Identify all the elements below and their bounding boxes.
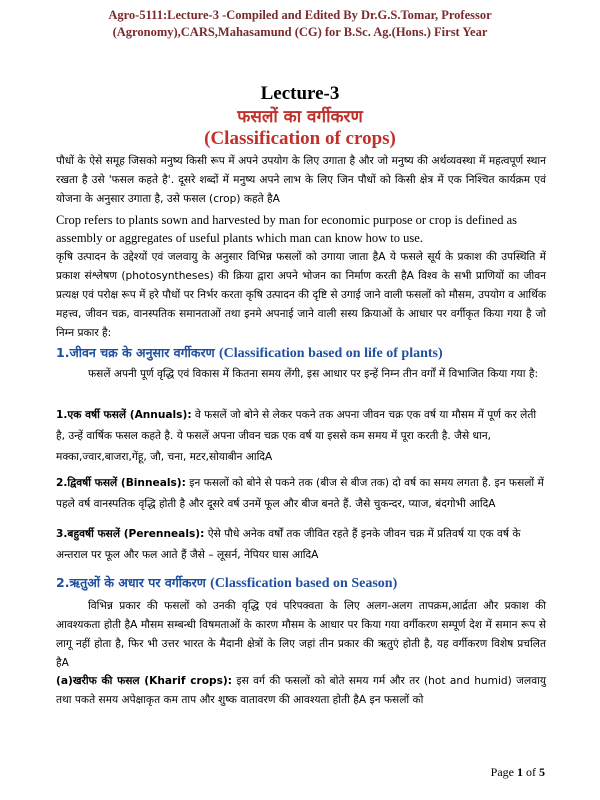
- annuals-label: 1.एक वर्षी फसलें (Annuals):: [56, 409, 192, 421]
- header-line-2: (Agronomy),CARS,Mahasamund (CG) for B.Sc. Ag.(Hons.) First Year: [112, 25, 488, 39]
- perennials-paragraph: [56, 524, 546, 566]
- section-1-intro: फसलें अपनी पूर्ण वृद्धि एवं विकास में कितना समय लेंगी, इस आधार पर इन्हें निम्न तीन वर्गों में विभाजित किया गया है:: [88, 368, 539, 380]
- crop-growth-paragraph: कृषि उत्पादन के उद्देश्यों एवं जलवायु के अनुसार विभिन्न फसलों को उगाया जाता हैA ये फसले सूर्य के प्रकाश की उपस्थिति में प्रकाश संश्लेषण (photosyntheses) की क्रिया द्वारा अपने भोजन का निर्माण करती हैA विश्व के सभी प्राणियों का जीवन प्रत्यक्ष एवं परोक्ष रूप में हरे पौधों पर निर्भर करता कृषि उत्पादन की दृष्टि से उगाई जाने वाली फसलों को मौसम, उपयोग व आर्थिक महत्त्व, जीवन चक्र, वानस्पतिक समानताओं तथा इनमे अपनाई जाने वाली सस्य क्रियाओं के आधार पर वर्गीकृत किया गया है जो निम्न प्रकार है:: [56, 251, 546, 339]
- page-word: Page: [490, 765, 514, 779]
- intro-english-paragraph: Crop refers to plants sown and harvested by man for economic purpose or crop is defined as assembly or aggregates of useful plants which man can know how to use.: [56, 213, 517, 245]
- page-footer: [491, 765, 545, 780]
- section-1-heading: [56, 344, 546, 362]
- title-hindi: फसलों का वर्गीकरण: [237, 107, 363, 127]
- section-1-heading-hindi: 1.जीवन चक्र के अनुसार वर्गीकरण: [56, 345, 215, 360]
- page-number: 1: [517, 765, 523, 779]
- biennials-label: 2.द्विवर्षी फसलें (Binneals):: [56, 477, 186, 489]
- section-2-heading-hindi: 2.ऋतुओं के अधार पर वर्गीकरण: [56, 575, 206, 590]
- section-2-heading-english: (Classfication based on Season): [210, 576, 398, 591]
- intro-hindi-paragraph: पौधों के ऐसे समूह जिसको मनुष्य किसी रूप में अपने उपयोग के लिए उगाता है और जो मनुष्य की अर्थव्यवस्था में महत्वपूर्ण स्थान रखता है उसे 'फसल कहते है'. दूसरे शब्दों में मनुष्य अपने लाभ के लिए जिन पौधों को किसी क्षेत्र में एक निश्चित कार्यक्रम एवं योजना के अनुसार उगाता है, उसे फसल (crop) कहते हैA: [56, 155, 546, 205]
- annuals-text: वे फसलें जो बोने से लेकर पकने तक अपना जीवन चक्र एक वर्ष या मौसम में पूर्ण कर लेती है, उन्हें वार्षिक फसल कहते है. ये फसलें अपना जीवन चक्र एक वर्ष या इससे कम समय में पूरा करती है. जैसे धान, मक्का,ज्वार,बाजरा,गेंहू, जौ, चना, मटर,सोयाबीन आदिA: [56, 409, 537, 463]
- kharif-paragraph: [56, 672, 546, 710]
- lecture-title: Lecture-3: [260, 83, 340, 104]
- kharif-label: (a)खरीफ की फसल (Kharif crops):: [56, 675, 232, 687]
- perennials-text: ऐसे पौधे अनेक वर्षों तक जीवित रहते हैं इनके जीवन चक्र में प्रतिवर्ष या एक वर्ष के अन्तराल पर फूल और फल आते हैं जैसे – लूसर्न, नेपियर घास आदिA: [56, 528, 521, 561]
- page-total: 5: [539, 765, 545, 779]
- biennials-text: इन फसलों को बोने से पकने तक (बीज से बीज तक) दो वर्ष का समय लगता है. इन फसलों में पहले वर्ष वानस्पतिक वृद्धि होती है और दूसरे वर्ष उनमें फूल और बीज बनते हैं. जैसे चुकन्दर, प्याज, बंदगोभी आदिA: [56, 477, 544, 510]
- title-english: (Classification of crops): [204, 128, 396, 149]
- perennials-label: 3.बहुवर्षी फसलें (Perenneals):: [56, 528, 205, 540]
- of-word: of: [526, 765, 536, 779]
- kharif-text: इस वर्ग की फसलों को बोते समय गर्म और तर (hot and humid) जलवायु तथा पकते समय अपेक्षाकृत कम ताप और शुष्क वातावरण की आवश्यता होती हैA इन फसलों को: [56, 675, 546, 706]
- section-1-heading-english: (Classification based on life of plants): [219, 346, 443, 361]
- annuals-paragraph: [56, 405, 546, 468]
- header-line-1: Agro-5111:Lecture-3 -Compiled and Edited By Dr.G.S.Tomar, Professor: [108, 8, 492, 22]
- biennials-paragraph: [56, 473, 546, 515]
- section-2-intro: विभिन्न प्रकार की फसलों को उनकी वृद्धि एवं परिपक्वता के लिए अलग-अलग तापक्रम,आर्द्रता और प्रकाश की आवश्यकता होती हैA मौसम सम्बन्धी विषमताओं के कारण मौसम के आधार पर किया गया वर्गीकरण सम्पूर्ण देश में समान रूप से लागू नहीं होता है, फिर भी उत्तर भारत के मैदानी क्षेत्रों के लिए जहां तीन प्रकार की ऋतुएं होती है, यह वर्गीकरण विशेष प्रचलित हैA: [56, 600, 546, 669]
- section-2-heading: [56, 574, 546, 592]
